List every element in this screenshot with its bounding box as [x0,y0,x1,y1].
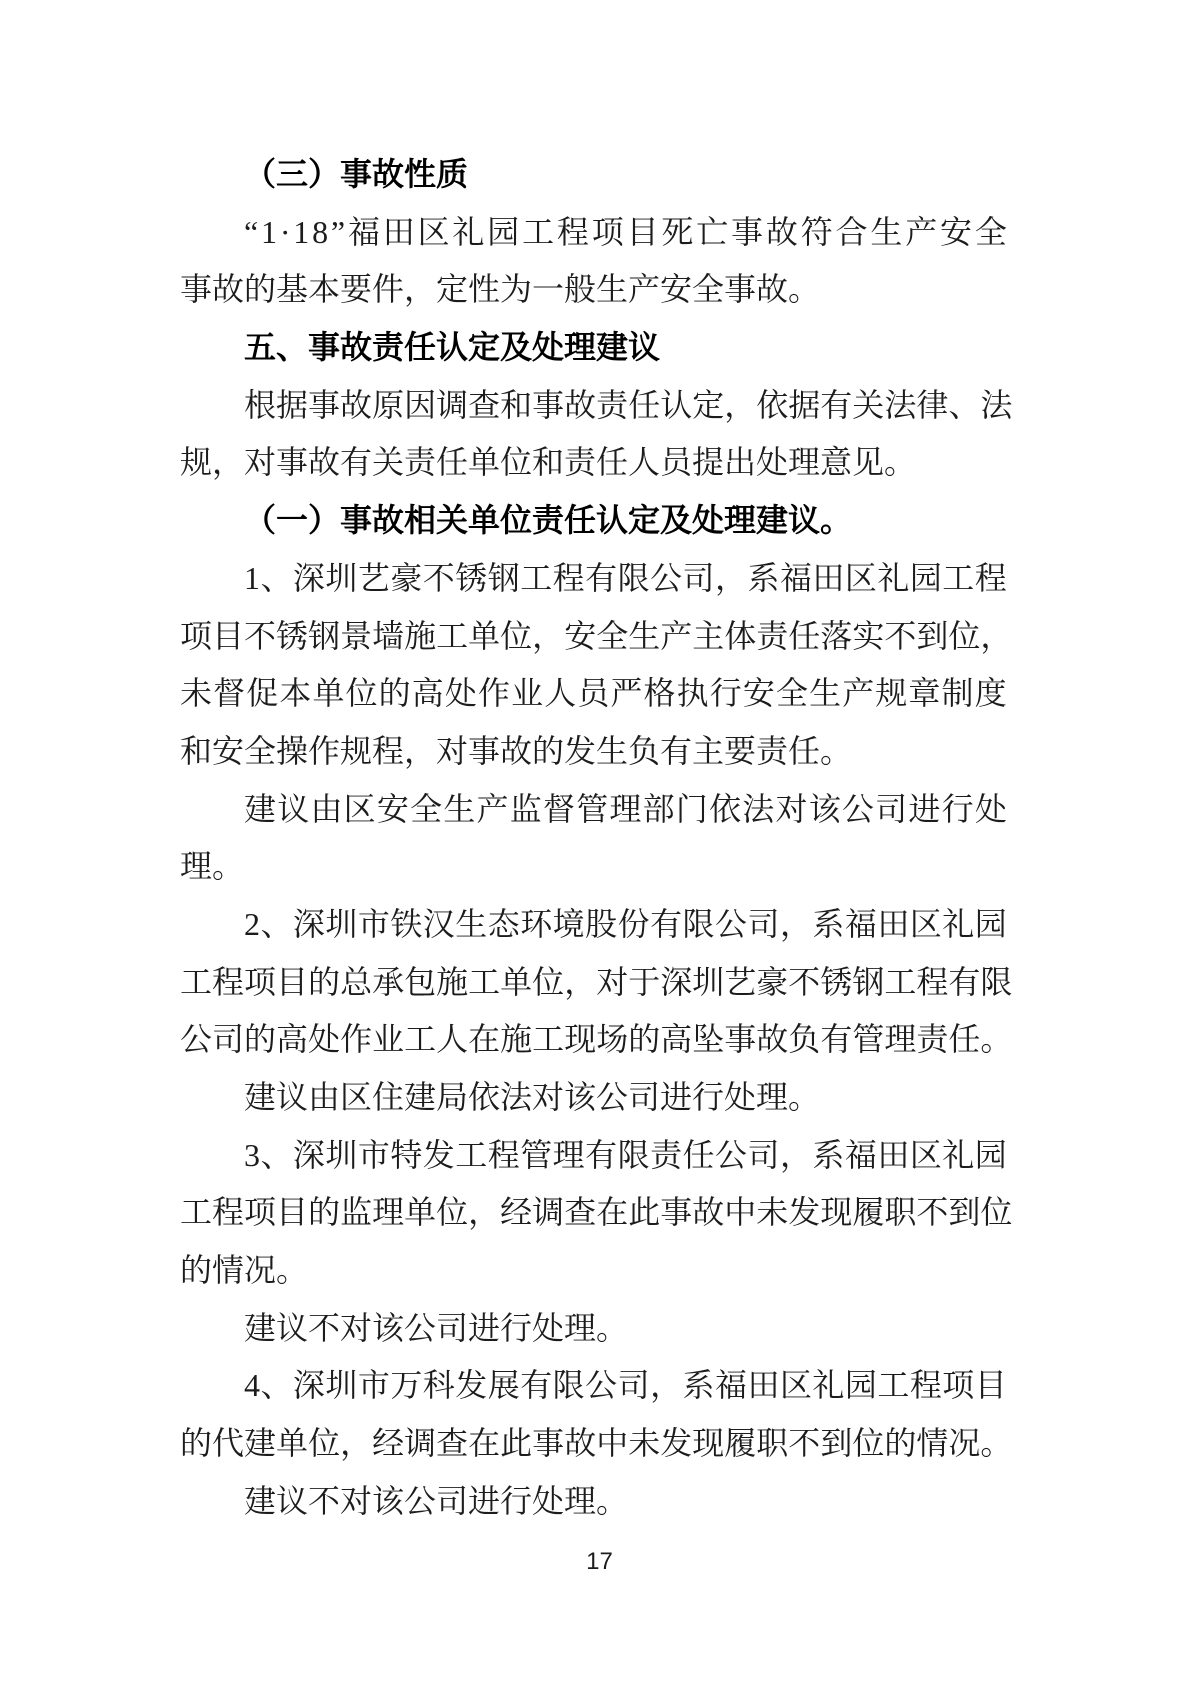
page-number: 17 [586,1548,613,1575]
document-text-block [180,146,1013,1531]
text-line: 建议不对该公司进行处理。 [244,1482,629,1519]
text-line: 理。 [180,848,245,885]
heading-line: （三）事故性质 [244,156,469,192]
heading-line: 五、事故责任认定及处理建议 [244,329,661,366]
text-line: 项 目 不 锈 钢 景 墙 施 工 单 位 ， 安 全 生 产 主 体 责 任 落 实 不 到 位 ， [180,617,1013,654]
text-line: 工 程 项 目 的 总 承 包 施 工 单 位 ， 对 于 深 圳 艺 豪 不 锈 钢 工 程 有 限 [180,963,1013,1000]
text-line: 的情况。 [180,1252,309,1289]
text-line: 4 、 深 圳 市 万 科 发 展 有 限 公 司 ， 系 福 田 区 礼 园 工 程 项 目 [244,1367,1007,1404]
text-line: 公 司 的 高 处 作 业 工 人 在 施 工 现 场 的 高 坠 事 故 负 有 管 理 责 任 。 [180,1021,1013,1058]
text-line: 根 据 事 故 原 因 调 查 和 事 故 责 任 认 定 ， 依 据 有 关 法 律 、 法 [244,386,1013,423]
text-line: 未 督 促 本 单 位 的 高 处 作 业 人 员 严 格 执 行 安 全 生 产 规 章 制 度 [180,675,1007,712]
text-line: 事故的基本要件，定性为一般生产安全事故。 [180,271,821,308]
text-line: 建议由区住建局依法对该公司进行处理。 [244,1079,821,1115]
text-line: 3 、 深 圳 市 特 发 工 程 管 理 有 限 责 任 公 司 ， 系 福 田 区 礼 园 [244,1136,1007,1173]
text-line: “ 1 · 1 8 ” 福 田 区 礼 园 工 程 项 目 死 亡 事 故 符 合 生 产 安 全 [244,213,1007,250]
text-line: 建议不对该公司进行处理。 [244,1309,629,1346]
text-line: 工 程 项 目 的 监 理 单 位 ， 经 调 查 在 此 事 故 中 未 发 现 履 职 不 到 位 [180,1194,1013,1231]
text-line: 建 议 由 区 安 全 生 产 监 督 管 理 部 门 依 法 对 该 公 司 进 行 处 [244,790,1007,827]
text-line: 1 、 深 圳 艺 豪 不 锈 钢 工 程 有 限 公 司 ， 系 福 田 区 礼 园 工 程 [244,559,1007,596]
text-line: 的 代 建 单 位 ， 经 调 查 在 此 事 故 中 未 发 现 履 职 不 到 位 的 情 况 。 [180,1425,1013,1462]
heading-line: （一）事故相关单位责任认定及处理建议。 [244,502,853,539]
text-line: 和安全操作规程，对事故的发生负有主要责任。 [180,732,853,769]
text-line: 2 、 深 圳 市 铁 汉 生 态 环 境 股 份 有 限 公 司 ， 系 福 田 区 礼 园 [244,905,1007,942]
text-line: 规，对事故有关责任单位和责任人员提出处理意见。 [180,444,917,481]
